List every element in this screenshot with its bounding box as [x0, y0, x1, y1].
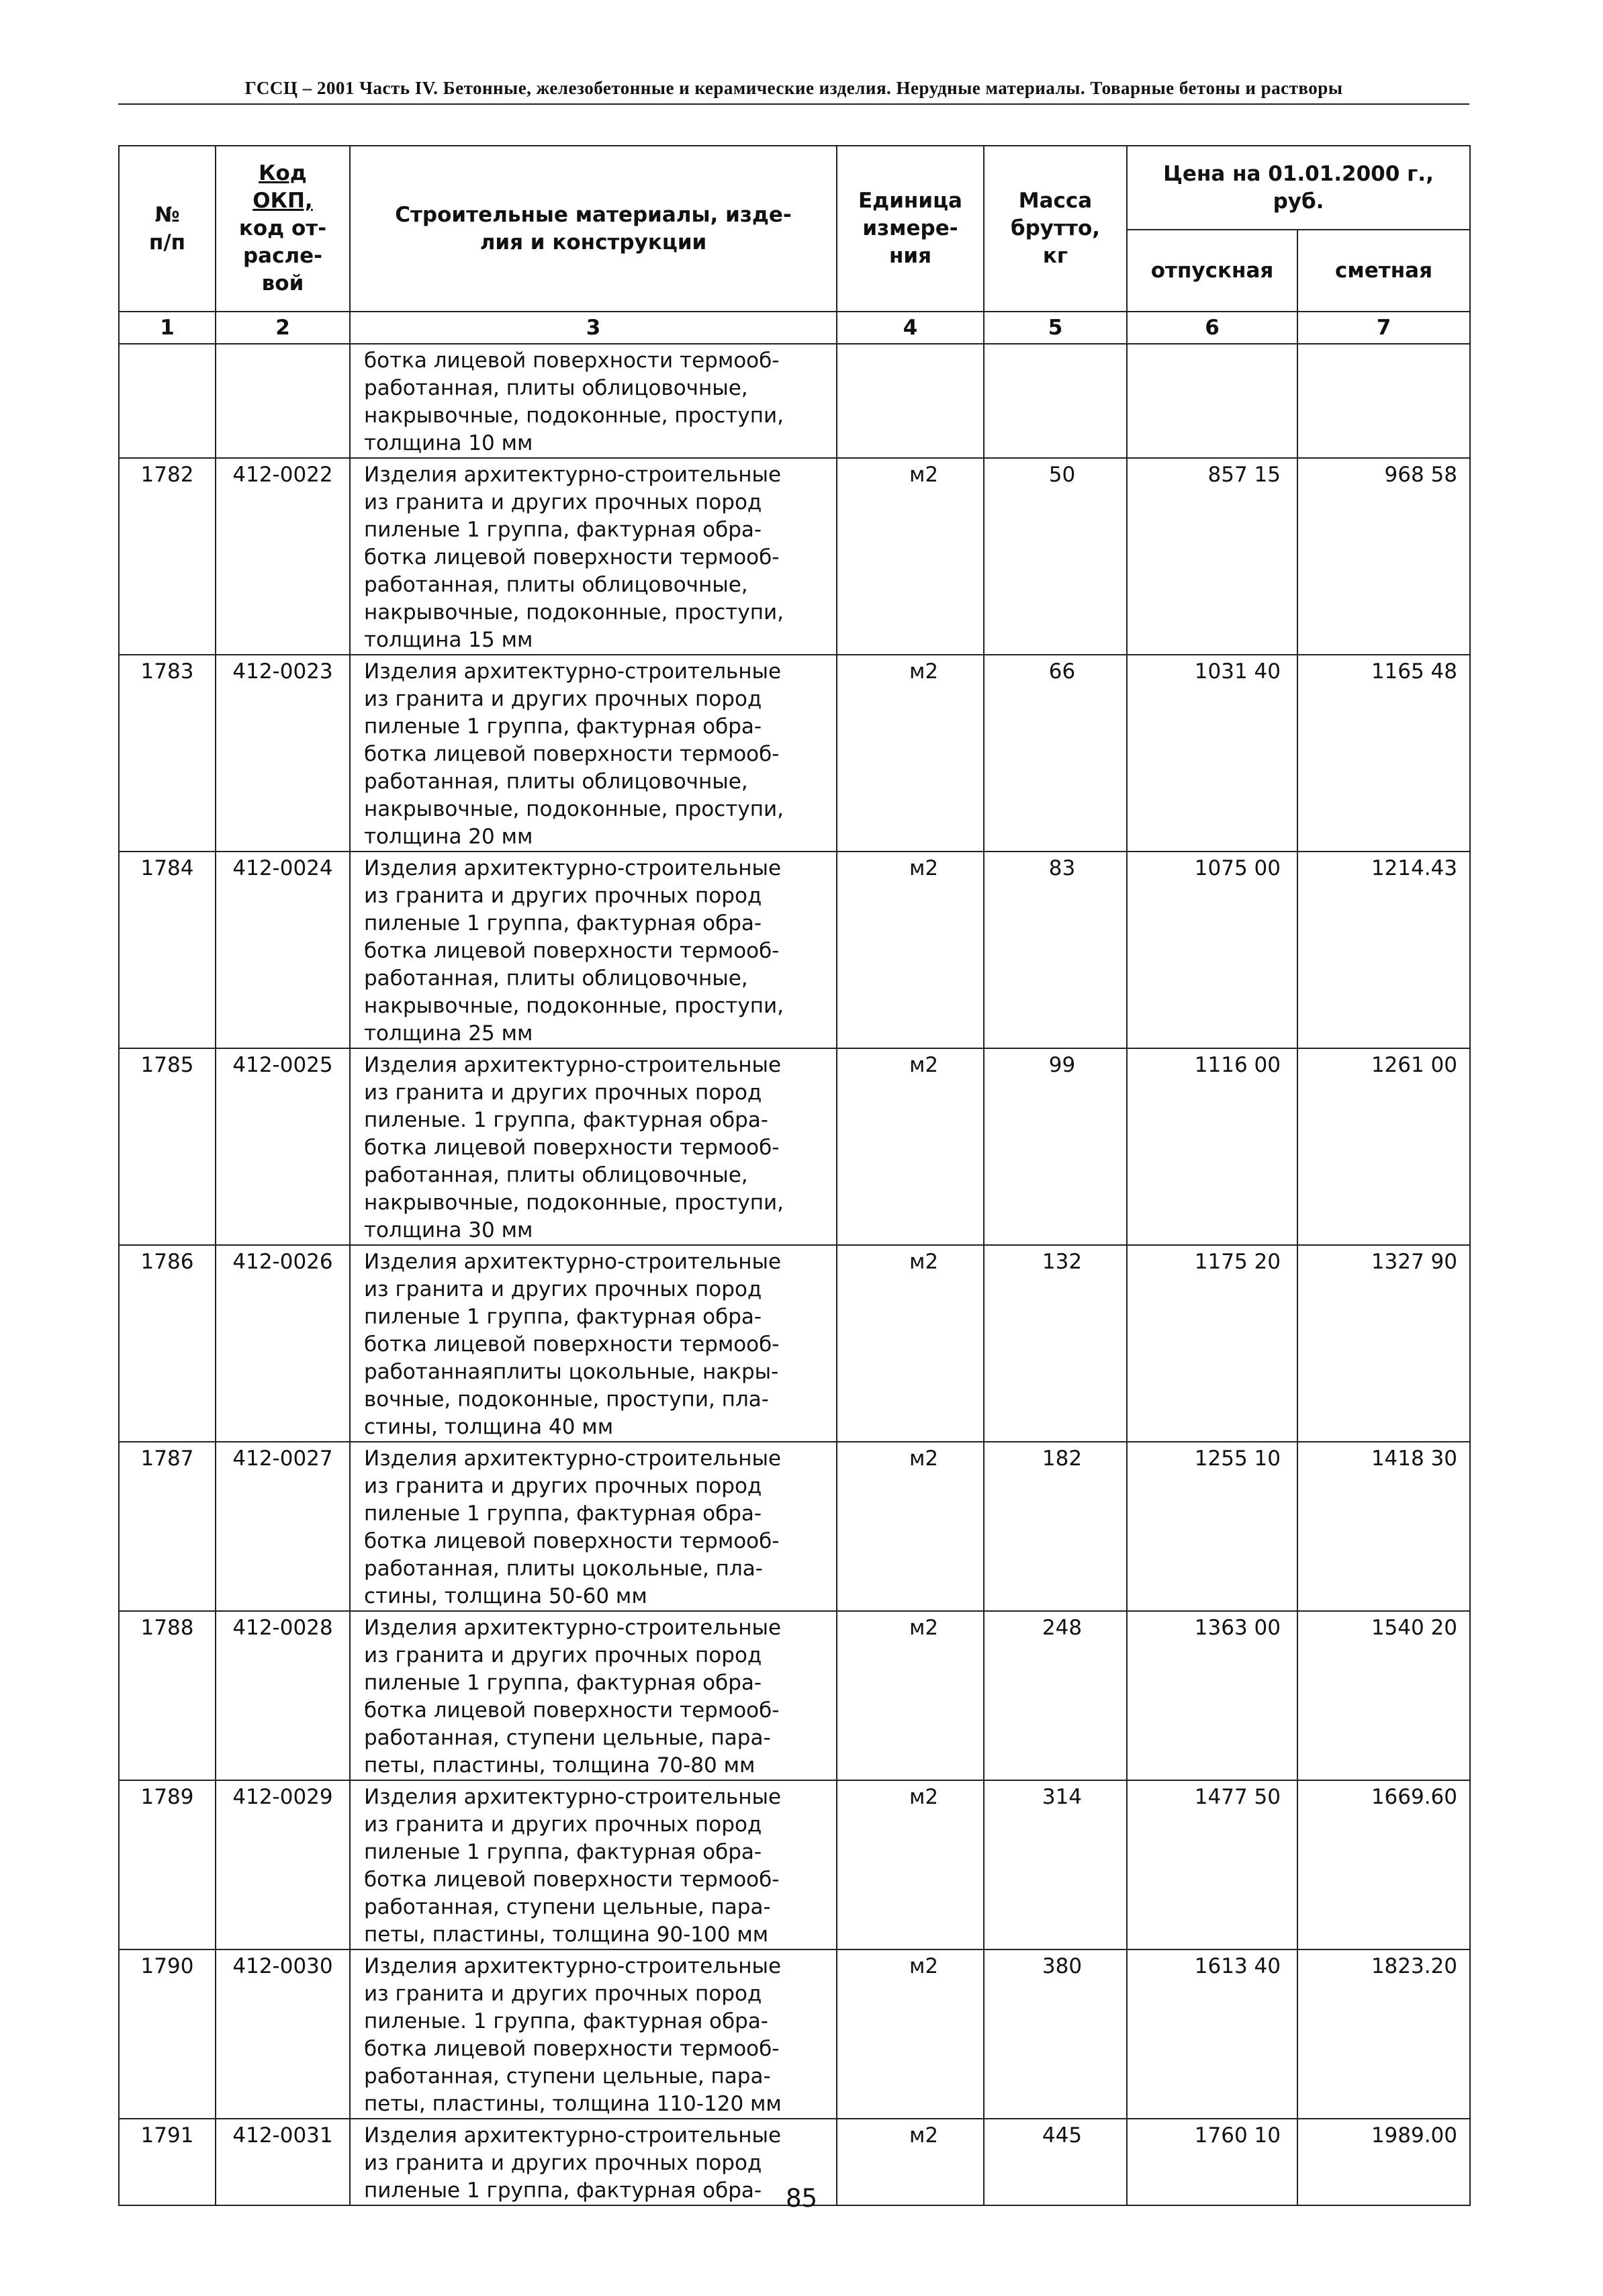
description-line: Изделия архитектурно-строительные	[364, 463, 782, 487]
description-line: пиленые. 1 группа, фактурная обра-	[364, 1108, 768, 1132]
header-code-line: код от-	[238, 216, 327, 240]
row-number: 1783	[119, 655, 216, 852]
price-release: 1363 00	[1127, 1611, 1297, 1780]
row-number: 1782	[119, 458, 216, 655]
header-code-line: ОКП,	[253, 189, 313, 213]
unit: м2	[837, 2119, 984, 2205]
description-line: работанная, ступени цельные, пара-	[364, 1726, 771, 1750]
running-header: ГССЦ – 2001 Часть IV. Бетонные, железобетонные и керамические изделия. Нерудные материалы. Товарные бетоны и растворы	[244, 78, 1343, 98]
description-line: толщина 10 мм	[364, 431, 533, 455]
gross-mass: 83	[984, 852, 1127, 1048]
unit: м2	[837, 852, 984, 1048]
gross-mass: 445	[984, 2119, 1127, 2205]
description-line: вочные, подоконные, проступи, пла-	[364, 1387, 769, 1412]
row-number: 1786	[119, 1245, 216, 1442]
description-line: из гранита и других прочных пород	[364, 1982, 762, 2006]
price-release: 1031 40	[1127, 655, 1297, 852]
price-estimate: 1823.20	[1297, 1949, 1470, 2119]
description-line: работанная, ступени цельные, пара-	[364, 2064, 771, 2088]
header-unit	[837, 146, 984, 312]
description-line: из гранита и других прочных пород	[364, 687, 762, 711]
table-row	[119, 1048, 1470, 1245]
description-line: пиленые 1 группа, фактурная обра-	[364, 1840, 762, 1864]
cell-mass	[984, 344, 1127, 458]
gross-mass: 99	[984, 1048, 1127, 1245]
cell-code	[216, 344, 350, 458]
price-estimate: 1669.60	[1297, 1780, 1470, 1949]
row-number: 1787	[119, 1442, 216, 1611]
row-number: 1788	[119, 1611, 216, 1780]
okp-code: 412-0027	[216, 1442, 350, 1611]
description-line: работанная, плиты облицовочные,	[364, 966, 748, 991]
gross-mass: 50	[984, 458, 1127, 655]
description-line: работанная, плиты облицовочные,	[364, 376, 748, 400]
cell-no	[119, 344, 216, 458]
description-line: Изделия архитектурно-строительные	[364, 659, 782, 684]
continuation-row	[119, 344, 1470, 458]
description-line: толщина 15 мм	[364, 628, 533, 652]
price-estimate: 1327 90	[1297, 1245, 1470, 1442]
description-line: накрывочные, подоконные, проступи,	[364, 404, 784, 428]
column-number: 3	[350, 312, 837, 344]
description-line: накрывочные, подоконные, проступи,	[364, 1191, 784, 1215]
description-line: Изделия архитектурно-строительные	[364, 1053, 782, 1077]
table-row	[119, 458, 1470, 655]
row-number: 1791	[119, 2119, 216, 2205]
column-number: 5	[984, 312, 1127, 344]
description-line: петы, пластины, толщина 70-80 мм	[364, 1753, 755, 1778]
description-line: пиленые 1 группа, фактурная обра-	[364, 1305, 762, 1329]
okp-code: 412-0025	[216, 1048, 350, 1245]
price-estimate: 1418 30	[1297, 1442, 1470, 1611]
table-row	[119, 1611, 1470, 1780]
description-line: работанная, плиты облицовочные,	[364, 573, 748, 597]
description-line: пиленые 1 группа, фактурная обра-	[364, 715, 762, 739]
cell-price-release	[1127, 344, 1297, 458]
description-line: работанная, плиты облицовочные,	[364, 770, 748, 794]
okp-code: 412-0022	[216, 458, 350, 655]
column-number: 6	[1127, 312, 1297, 344]
description-line: работанная, плиты облицовочные,	[364, 1163, 748, 1187]
description-line: петы, пластины, толщина 110-120 мм	[364, 2092, 782, 2116]
description-line: ботка лицевой поверхности термооб-	[364, 939, 780, 963]
okp-code: 412-0024	[216, 852, 350, 1048]
price-estimate: 1261 00	[1297, 1048, 1470, 1245]
table-body	[119, 344, 1470, 2205]
gross-mass: 182	[984, 1442, 1127, 1611]
description-line: Изделия архитектурно-строительные	[364, 1447, 782, 1471]
description-line: накрывочные, подоконные, проступи,	[364, 994, 784, 1018]
description-line: работанная, ступени цельные, пара-	[364, 1895, 771, 1919]
price-release: 1116 00	[1127, 1048, 1297, 1245]
description-line: ботка лицевой поверхности термооб-	[364, 545, 780, 569]
row-number: 1784	[119, 852, 216, 1048]
description-line: накрывочные, подоконные, проступи,	[364, 797, 784, 821]
cell-description	[350, 1611, 837, 1780]
header-no-line: №	[154, 202, 180, 227]
column-number: 2	[216, 312, 350, 344]
row-number: 1785	[119, 1048, 216, 1245]
description-line: Изделия архитектурно-строительные	[364, 856, 782, 880]
description-line: толщина 20 мм	[364, 825, 533, 849]
cell-description	[350, 1949, 837, 2119]
cell-description	[350, 852, 837, 1048]
header-price-estimate: сметная	[1297, 230, 1470, 312]
price-release: 1760 10	[1127, 2119, 1297, 2205]
gross-mass: 66	[984, 655, 1127, 852]
cell-description	[350, 1048, 837, 1245]
price-estimate: 1214.43	[1297, 852, 1470, 1048]
gross-mass: 380	[984, 1949, 1127, 2119]
description-line: работанная, плиты цокольные, пла-	[364, 1557, 763, 1581]
description-line: ботка лицевой поверхности термооб-	[364, 1136, 780, 1160]
row-number: 1790	[119, 1949, 216, 2119]
okp-code: 412-0026	[216, 1245, 350, 1442]
header-no	[119, 146, 216, 312]
description-line: пиленые 1 группа, фактурная обра-	[364, 911, 762, 935]
unit: м2	[837, 1780, 984, 1949]
description-line: Изделия архитектурно-строительные	[364, 2123, 782, 2148]
gross-mass: 132	[984, 1245, 1127, 1442]
description-line: Изделия архитектурно-строительные	[364, 1250, 782, 1274]
page-number: 85	[785, 2184, 818, 2213]
price-table	[118, 145, 1471, 2206]
header-mass-line: кг	[1042, 244, 1068, 268]
description-line: из гранита и других прочных пород	[364, 1081, 762, 1105]
price-estimate: 1165 48	[1297, 655, 1470, 852]
description-line: ботка лицевой поверхности термооб-	[364, 1529, 780, 1553]
unit: м2	[837, 1949, 984, 2119]
okp-code: 412-0028	[216, 1611, 350, 1780]
description-line: пиленые 1 группа, фактурная обра-	[364, 2178, 762, 2203]
header-code	[216, 146, 350, 312]
cell-unit	[837, 344, 984, 458]
price-estimate: 968 58	[1297, 458, 1470, 655]
unit: м2	[837, 1442, 984, 1611]
description-line: из гранита и других прочных пород	[364, 1643, 762, 1667]
table-row	[119, 1245, 1470, 1442]
description-line: ботка лицевой поверхности термооб-	[364, 1332, 780, 1357]
description-line: стины, толщина 50-60 мм	[364, 1584, 647, 1608]
header-price-line: Цена на 01.01.2000 г.,	[1163, 161, 1434, 186]
unit: м2	[837, 458, 984, 655]
header-description	[350, 146, 837, 312]
header-price-line: руб.	[1273, 189, 1324, 214]
gross-mass: 314	[984, 1780, 1127, 1949]
description-line: работаннаяплиты цокольные, накры-	[364, 1360, 779, 1384]
description-line: накрывочные, подоконные, проступи,	[364, 600, 784, 625]
header-code-line: вой	[261, 271, 304, 295]
description-line: из гранита и других прочных пород	[364, 2151, 762, 2175]
okp-code: 412-0023	[216, 655, 350, 852]
header-price-release: отпускная	[1127, 230, 1297, 312]
price-release: 1477 50	[1127, 1780, 1297, 1949]
unit: м2	[837, 1611, 984, 1780]
cell-description	[350, 344, 837, 458]
header-unit-line: ния	[888, 244, 932, 268]
header-description-line: Строительные материалы, изде-	[395, 202, 792, 227]
cell-description	[350, 1780, 837, 1949]
table-row	[119, 655, 1470, 852]
okp-code: 412-0031	[216, 2119, 350, 2205]
table-row	[119, 852, 1470, 1048]
description-line: Изделия архитектурно-строительные	[364, 1616, 782, 1640]
unit: м2	[837, 655, 984, 852]
table-row	[119, 1780, 1470, 1949]
description-line: пиленые 1 группа, фактурная обра-	[364, 1671, 762, 1695]
description-line: Изделия архитектурно-строительные	[364, 1785, 782, 1809]
cell-description	[350, 655, 837, 852]
row-number: 1789	[119, 1780, 216, 1949]
okp-code: 412-0029	[216, 1780, 350, 1949]
cell-price-estimate	[1297, 344, 1470, 458]
description-line: пиленые 1 группа, фактурная обра-	[364, 518, 762, 542]
description-line: стины, толщина 40 мм	[364, 1415, 614, 1439]
price-release: 1075 00	[1127, 852, 1297, 1048]
table-header	[119, 146, 1470, 344]
description-line: ботка лицевой поверхности термооб-	[364, 2037, 780, 2061]
description-line: петы, пластины, толщина 90-100 мм	[364, 1923, 769, 1947]
description-line: ботка лицевой поверхности термооб-	[364, 349, 780, 373]
header-unit-line: Единица	[858, 189, 962, 213]
description-line: толщина 25 мм	[364, 1021, 533, 1046]
unit: м2	[837, 1048, 984, 1245]
header-unit-line: измере-	[862, 216, 958, 240]
gross-mass: 248	[984, 1611, 1127, 1780]
price-estimate: 1989.00	[1297, 2119, 1470, 2205]
description-line: ботка лицевой поверхности термооб-	[364, 1698, 780, 1723]
description-line: Изделия архитектурно-строительные	[364, 1954, 782, 1978]
price-release: 857 15	[1127, 458, 1297, 655]
cell-description	[350, 458, 837, 655]
cell-description	[350, 1442, 837, 1611]
description-line: из гранита и других прочных пород	[364, 1474, 762, 1498]
description-line: пиленые. 1 группа, фактурная обра-	[364, 2009, 768, 2033]
header-code-line: Код	[259, 161, 307, 185]
header-no-line: п/п	[148, 230, 186, 255]
description-line: из гранита и других прочных пород	[364, 1812, 762, 1837]
description-line: из гранита и других прочных пород	[364, 884, 762, 908]
description-line: ботка лицевой поверхности термооб-	[364, 1868, 780, 1892]
column-number: 4	[837, 312, 984, 344]
description-line: из гранита и других прочных пород	[364, 490, 762, 514]
description-line: из гранита и других прочных пород	[364, 1277, 762, 1301]
table-row	[119, 1949, 1470, 2119]
column-number: 7	[1297, 312, 1470, 344]
header-code-line: расле-	[242, 244, 323, 268]
header-description-line: лия и конструкции	[479, 230, 707, 255]
cell-description	[350, 1245, 837, 1442]
okp-code: 412-0030	[216, 1949, 350, 2119]
price-release: 1175 20	[1127, 1245, 1297, 1442]
column-number: 1	[119, 312, 216, 344]
price-release: 1613 40	[1127, 1949, 1297, 2119]
header-mass	[984, 146, 1127, 312]
header-price-group	[1127, 146, 1470, 230]
header-rule	[118, 103, 1469, 105]
header-mass-line: брутто,	[1010, 216, 1101, 240]
table-row	[119, 1442, 1470, 1611]
description-line: ботка лицевой поверхности термооб-	[364, 742, 780, 766]
price-release: 1255 10	[1127, 1442, 1297, 1611]
description-line: пиленые 1 группа, фактурная обра-	[364, 1502, 762, 1526]
price-estimate: 1540 20	[1297, 1611, 1470, 1780]
header-mass-line: Масса	[1018, 189, 1093, 213]
unit: м2	[837, 1245, 984, 1442]
description-line: толщина 30 мм	[364, 1218, 533, 1242]
